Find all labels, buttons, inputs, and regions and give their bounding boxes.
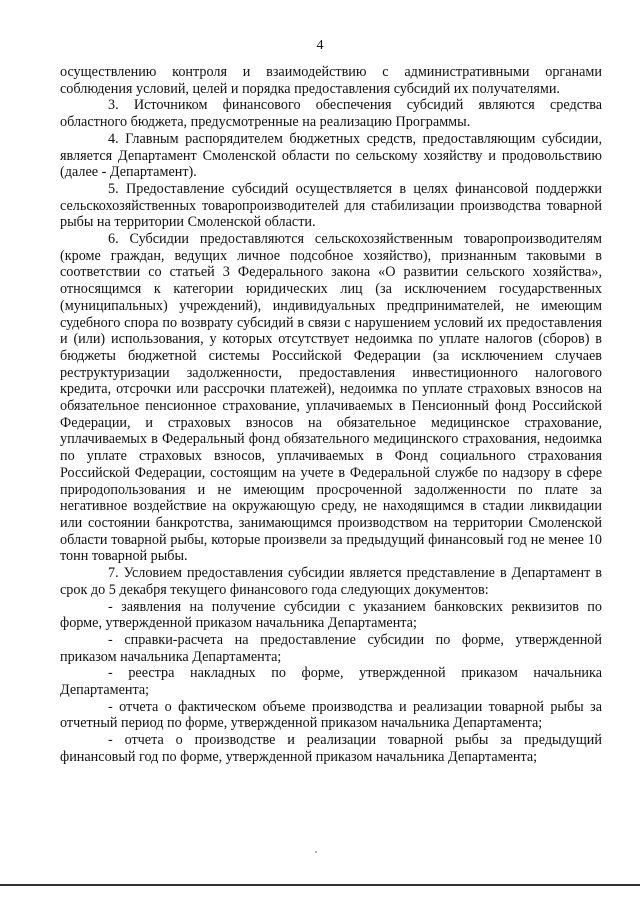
- paragraph-5-purpose: 5. Предоставление субсидий осуществляется в целях финансовой поддержки сельскохозяйственных товаропроизводителей для стабилизации производства товарной рыбы на территории Смоленской области.: [60, 180, 602, 231]
- paragraph-3-funding-source: 3. Источником финансового обеспечения субсидий являются средства областного бюджета, предусмотренные на реализацию Программы.: [60, 97, 602, 131]
- document-list-item-calculation: - справки-расчета на предоставление субсидии по форме, утвержденной приказом начальника Департамента;: [60, 631, 602, 665]
- document-list-item-production-report: - отчета о фактическом объеме производства и реализации товарной рыбы за отчетный период по форме, утвержденной приказом начальника Департамента;: [60, 698, 602, 732]
- document-list-item-annual-report: - отчета о производстве и реализации товарной рыбы за предыдущий финансовый год по форме, утвержденной приказом начальника Департамента;: [60, 732, 602, 765]
- paragraph-4-budget-administrator: 4. Главным распорядителем бюджетных средств, предоставляющим субсидии, является Департамент Смоленской области по сельскому хозяйству и продовольствию (далее - Департамент).: [60, 130, 602, 181]
- page-bottom-rule: [0, 884, 640, 886]
- paragraph-7-condition: 7. Условием предоставления субсидии является представление в Департамент в срок до 5 декабря текущего финансового года следующих документов:: [60, 565, 602, 598]
- document-list-item-invoice-register: - реестра накладных по форме, утвержденной приказом начальника Департамента;: [60, 665, 602, 699]
- document-body: [60, 64, 602, 766]
- paragraph-6-eligibility: 6. Субсидии предоставляются сельскохозяйственным товаропроизводителям (кроме граждан, ведущих личное подсобное хозяйство), признанным таковыми в соответствии со статьей 3 Федерального закона «О развитии сельского хозяйства», относящимся к категории юридических лиц (за исключением государственных (муниципальных) учреждений), индивидуальных предпринимателей, не имеющим судебного спора по возврату субсидий в связи с нарушением условий их предоставления и (или) использования, у которых отсутствует недоимка по уплате налогов (сборов) в бюджеты бюджетной системы Российской Федерации (за исключением случаев реструктуризации задолженности, предоставления инвестиционного налогового кредита, отсрочки или рассрочки платежей), недоимка по уплате страховых взносов на обязательное пенсионное страхование, уплачиваемых в Пенсионный фонд Российской Федерации, и страховых взносов на обязательное медицинское страхование, уплачиваемых в Федеральный фонд обязательного медицинского страхования, недоимка по уплате страховых взносов, уплачиваемых в Фонд социального страхования Российской Федерации, состоящим на учете в Федеральной службе по надзору в сфере природопользования и не имеющим просроченной задолженности по плате за негативное воздействие на окружающую среду, не находящимся в стадии ликвидации или состоянии банкротства, занимающимся производством на территории Смоленской области товарной рыбы, которые произвели за предыдущий финансовый год не менее 10 тонн товарной рыбы.: [60, 231, 602, 565]
- scan-speck: [315, 851, 317, 853]
- document-list-item-application: - заявления на получение субсидии с указанием банковских реквизитов по форме, утвержденной приказом начальника Департамента;: [60, 598, 602, 632]
- page-number: 4: [316, 38, 324, 53]
- paragraph-continuation: осуществлению контроля и взаимодействию с административными органами соблюдения условий, целей и порядка предоставления субсидий их получателями.: [60, 64, 602, 97]
